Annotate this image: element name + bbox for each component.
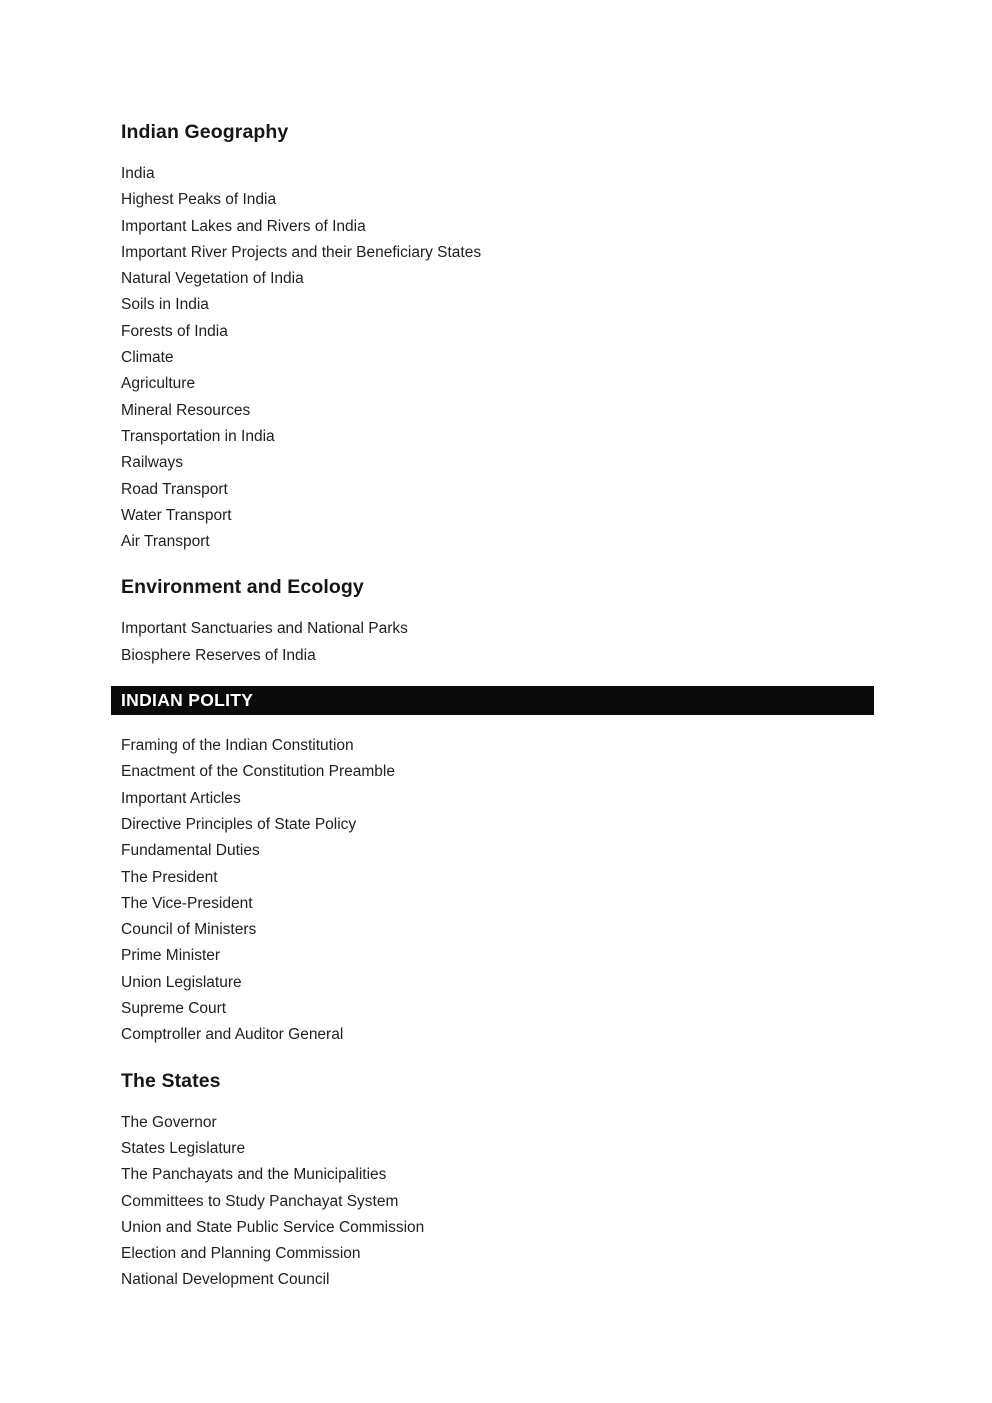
section	[121, 121, 874, 555]
toc-item: Forests of India	[121, 322, 228, 340]
toc-item: Prime Minister	[121, 947, 221, 965]
section-title: Indian Geography	[121, 121, 289, 143]
toc-item: Railways	[121, 454, 184, 472]
toc-item: National Development Council	[121, 1271, 330, 1289]
toc-item: The Panchayats and the Municipalities	[121, 1166, 387, 1184]
toc-item: Important Articles	[121, 789, 241, 807]
section-title: The States	[121, 1069, 221, 1092]
toc-item: Soils in India	[121, 296, 209, 314]
toc-item: India	[121, 165, 155, 182]
toc-item: Mineral Resources	[121, 401, 251, 419]
section-banner-title: INDIAN POLITY	[111, 686, 874, 715]
toc-item: Important Lakes and Rivers of India	[121, 217, 366, 235]
toc-item: States Legislature	[121, 1139, 246, 1157]
toc-item: The President	[121, 868, 218, 886]
toc-item: Climate	[121, 349, 174, 367]
toc-item: Water Transport	[121, 506, 232, 524]
toc-item: Council of Ministers	[121, 921, 257, 939]
section	[121, 576, 874, 669]
toc-item: Enactment of the Constitution Preamble	[121, 763, 395, 781]
toc-item: The Governor	[121, 1113, 217, 1131]
toc-item: Directive Principles of State Policy	[121, 815, 357, 833]
toc-item: Comptroller and Auditor General	[121, 1026, 344, 1044]
toc-item: Road Transport	[121, 480, 228, 498]
section	[121, 1070, 874, 1294]
toc-item: Committees to Study Panchayat System	[121, 1192, 399, 1210]
toc-item: Highest Peaks of India	[121, 191, 277, 209]
toc-item: Fundamental Duties	[121, 842, 260, 860]
toc-item: Biosphere Reserves of India	[121, 646, 316, 664]
toc-item: Air Transport	[121, 533, 210, 551]
section	[121, 686, 874, 1049]
toc-item: Agriculture	[121, 375, 196, 393]
toc-item: Union and State Public Service Commission	[121, 1218, 425, 1236]
toc-item: Important Sanctuaries and National Parks	[121, 620, 408, 638]
toc-item: Election and Planning Commission	[121, 1245, 361, 1263]
toc-item: The Vice-President	[121, 894, 253, 912]
section-title: Environment and Ecology	[121, 576, 364, 599]
toc-item: Union Legislature	[121, 973, 242, 991]
toc-item: Transportation in India	[121, 427, 275, 445]
toc-item: Natural Vegetation of India	[121, 270, 304, 288]
toc-item: Important River Projects and their Beneficiary States	[121, 243, 482, 261]
toc-item: Supreme Court	[121, 1000, 227, 1018]
toc-item: Framing of the Indian Constitution	[121, 737, 354, 755]
